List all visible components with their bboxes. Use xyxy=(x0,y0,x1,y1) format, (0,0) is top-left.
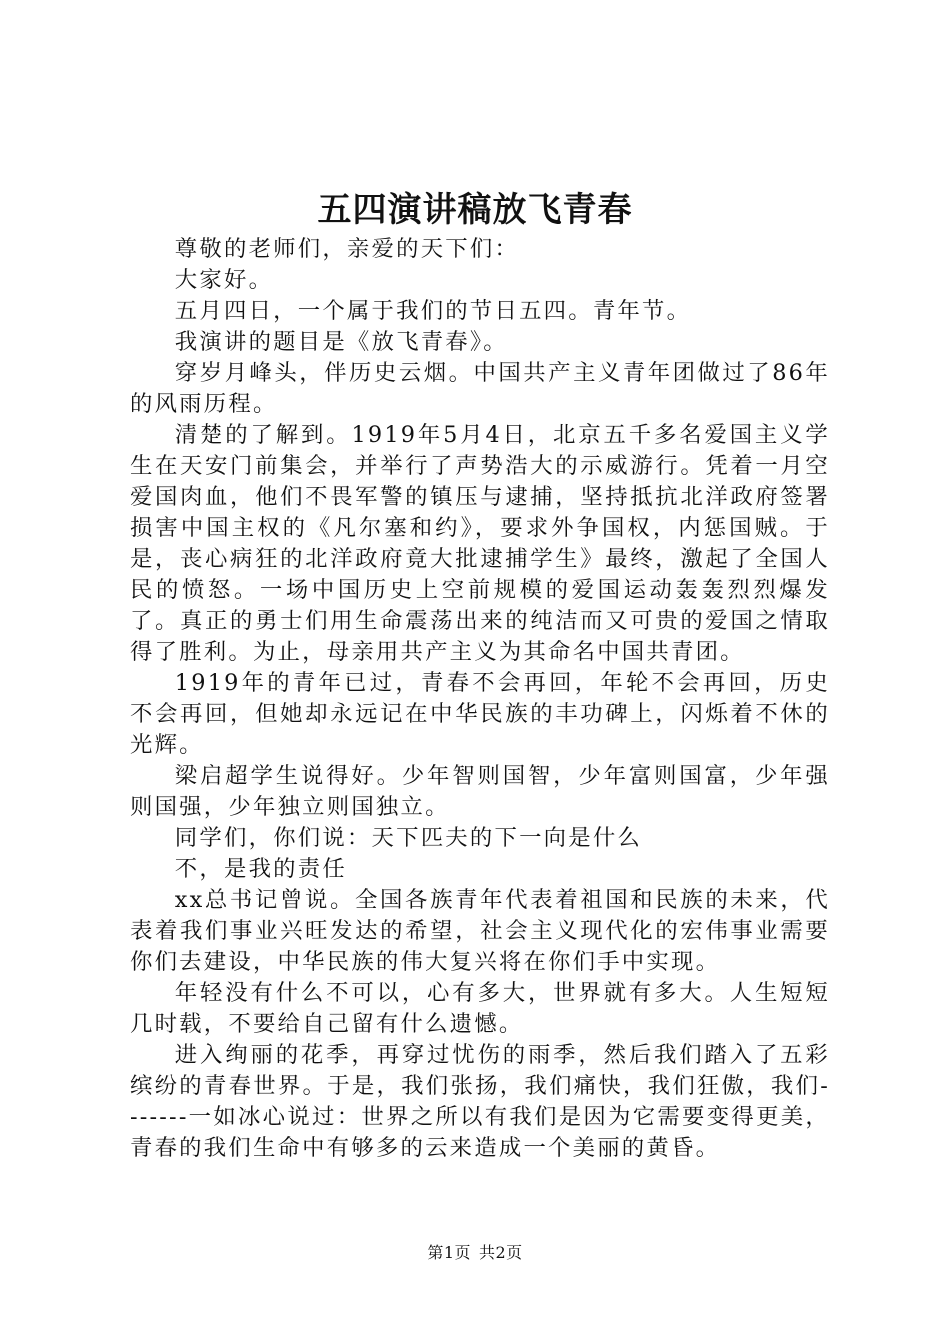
paragraph-secretary-quote: xx总书记曾说。全国各族青年代表着祖国和民族的未来，代表着我们事业兴旺发达的希望，社会主义现代化的宏伟事业需要你们去建设，中华民族的伟大复兴将在你们手中实现。 xyxy=(130,887,830,975)
paragraph-no-regrets: 年轻没有什么不可以，心有多大，世界就有多大。人生短短几时载，不要给自己留有什么遗憾。 xyxy=(130,980,830,1037)
paragraph-1919-movement: 清楚的了解到。1919年5月4日，北京五千多名爱国主义学生在天安门前集会，并举行了声势浩大的示威游行。凭着一月空爱国肉血，他们不畏军警的镇压与逮捕，坚持抵抗北洋政府签署损害中国主权的《凡尔塞和约》，要求外争国权，内惩国贼。于是，丧心病狂的北洋政府竟大批逮捕学生》最终，激起了全国人民的愤怒。一场中国历史上空前规模的爱国运动轰轰烈烈爆发了。真正的勇士们用生命震荡出来的纯洁而又可贵的爱国之情取得了胜利。为止，母亲用共产主义为其命名中国共青团。 xyxy=(130,422,830,665)
paragraph-history-intro: 穿岁月峰头，伴历史云烟。中国共产主义青年团做过了86年的风雨历程。 xyxy=(130,360,830,417)
paragraph-youth-world: 进入绚丽的花季，再穿过忧伤的雨季，然后我们踏入了五彩缤纷的青春世界。于是，我们张扬，我们痛快，我们狂傲，我们-------一如冰心说过：世界之所以有我们是因为它需要变得更美，青春的我们生命中有够多的云来造成一个美丽的黄昏。 xyxy=(130,1042,830,1161)
paragraph-liang-qichao: 梁启超学生说得好。少年智则国智，少年富则国富，少年强则国强，少年独立则国独立。 xyxy=(130,763,830,820)
paragraph-question: 同学们，你们说：天下匹夫的下一向是什么 xyxy=(174,825,643,851)
page-footer xyxy=(0,1242,950,1264)
page-number: 第1页 xyxy=(427,1243,471,1262)
page-total: 共2页 xyxy=(479,1243,523,1262)
paragraph-greeting: 大家好。 xyxy=(174,267,274,293)
paragraph-may-fourth: 五月四日，一个属于我们的节日五四。青年节。 xyxy=(174,298,692,324)
page-title: 五四演讲稿放飞青春 xyxy=(317,190,633,230)
paragraph-topic: 我演讲的题目是《放飞青春》。 xyxy=(174,329,508,355)
paragraph-responsibility: 不，是我的责任 xyxy=(174,856,347,882)
speech-body xyxy=(130,234,830,1164)
paragraph-youth-past: 1919年的青年已过，青春不会再回，年轮不会再回，历史不会再回，但她却永远记在中华民族的丰功碑上，闪烁着不休的光辉。 xyxy=(130,670,830,758)
paragraph-salutation: 尊敬的老师们，亲爱的天下们： xyxy=(174,236,520,262)
